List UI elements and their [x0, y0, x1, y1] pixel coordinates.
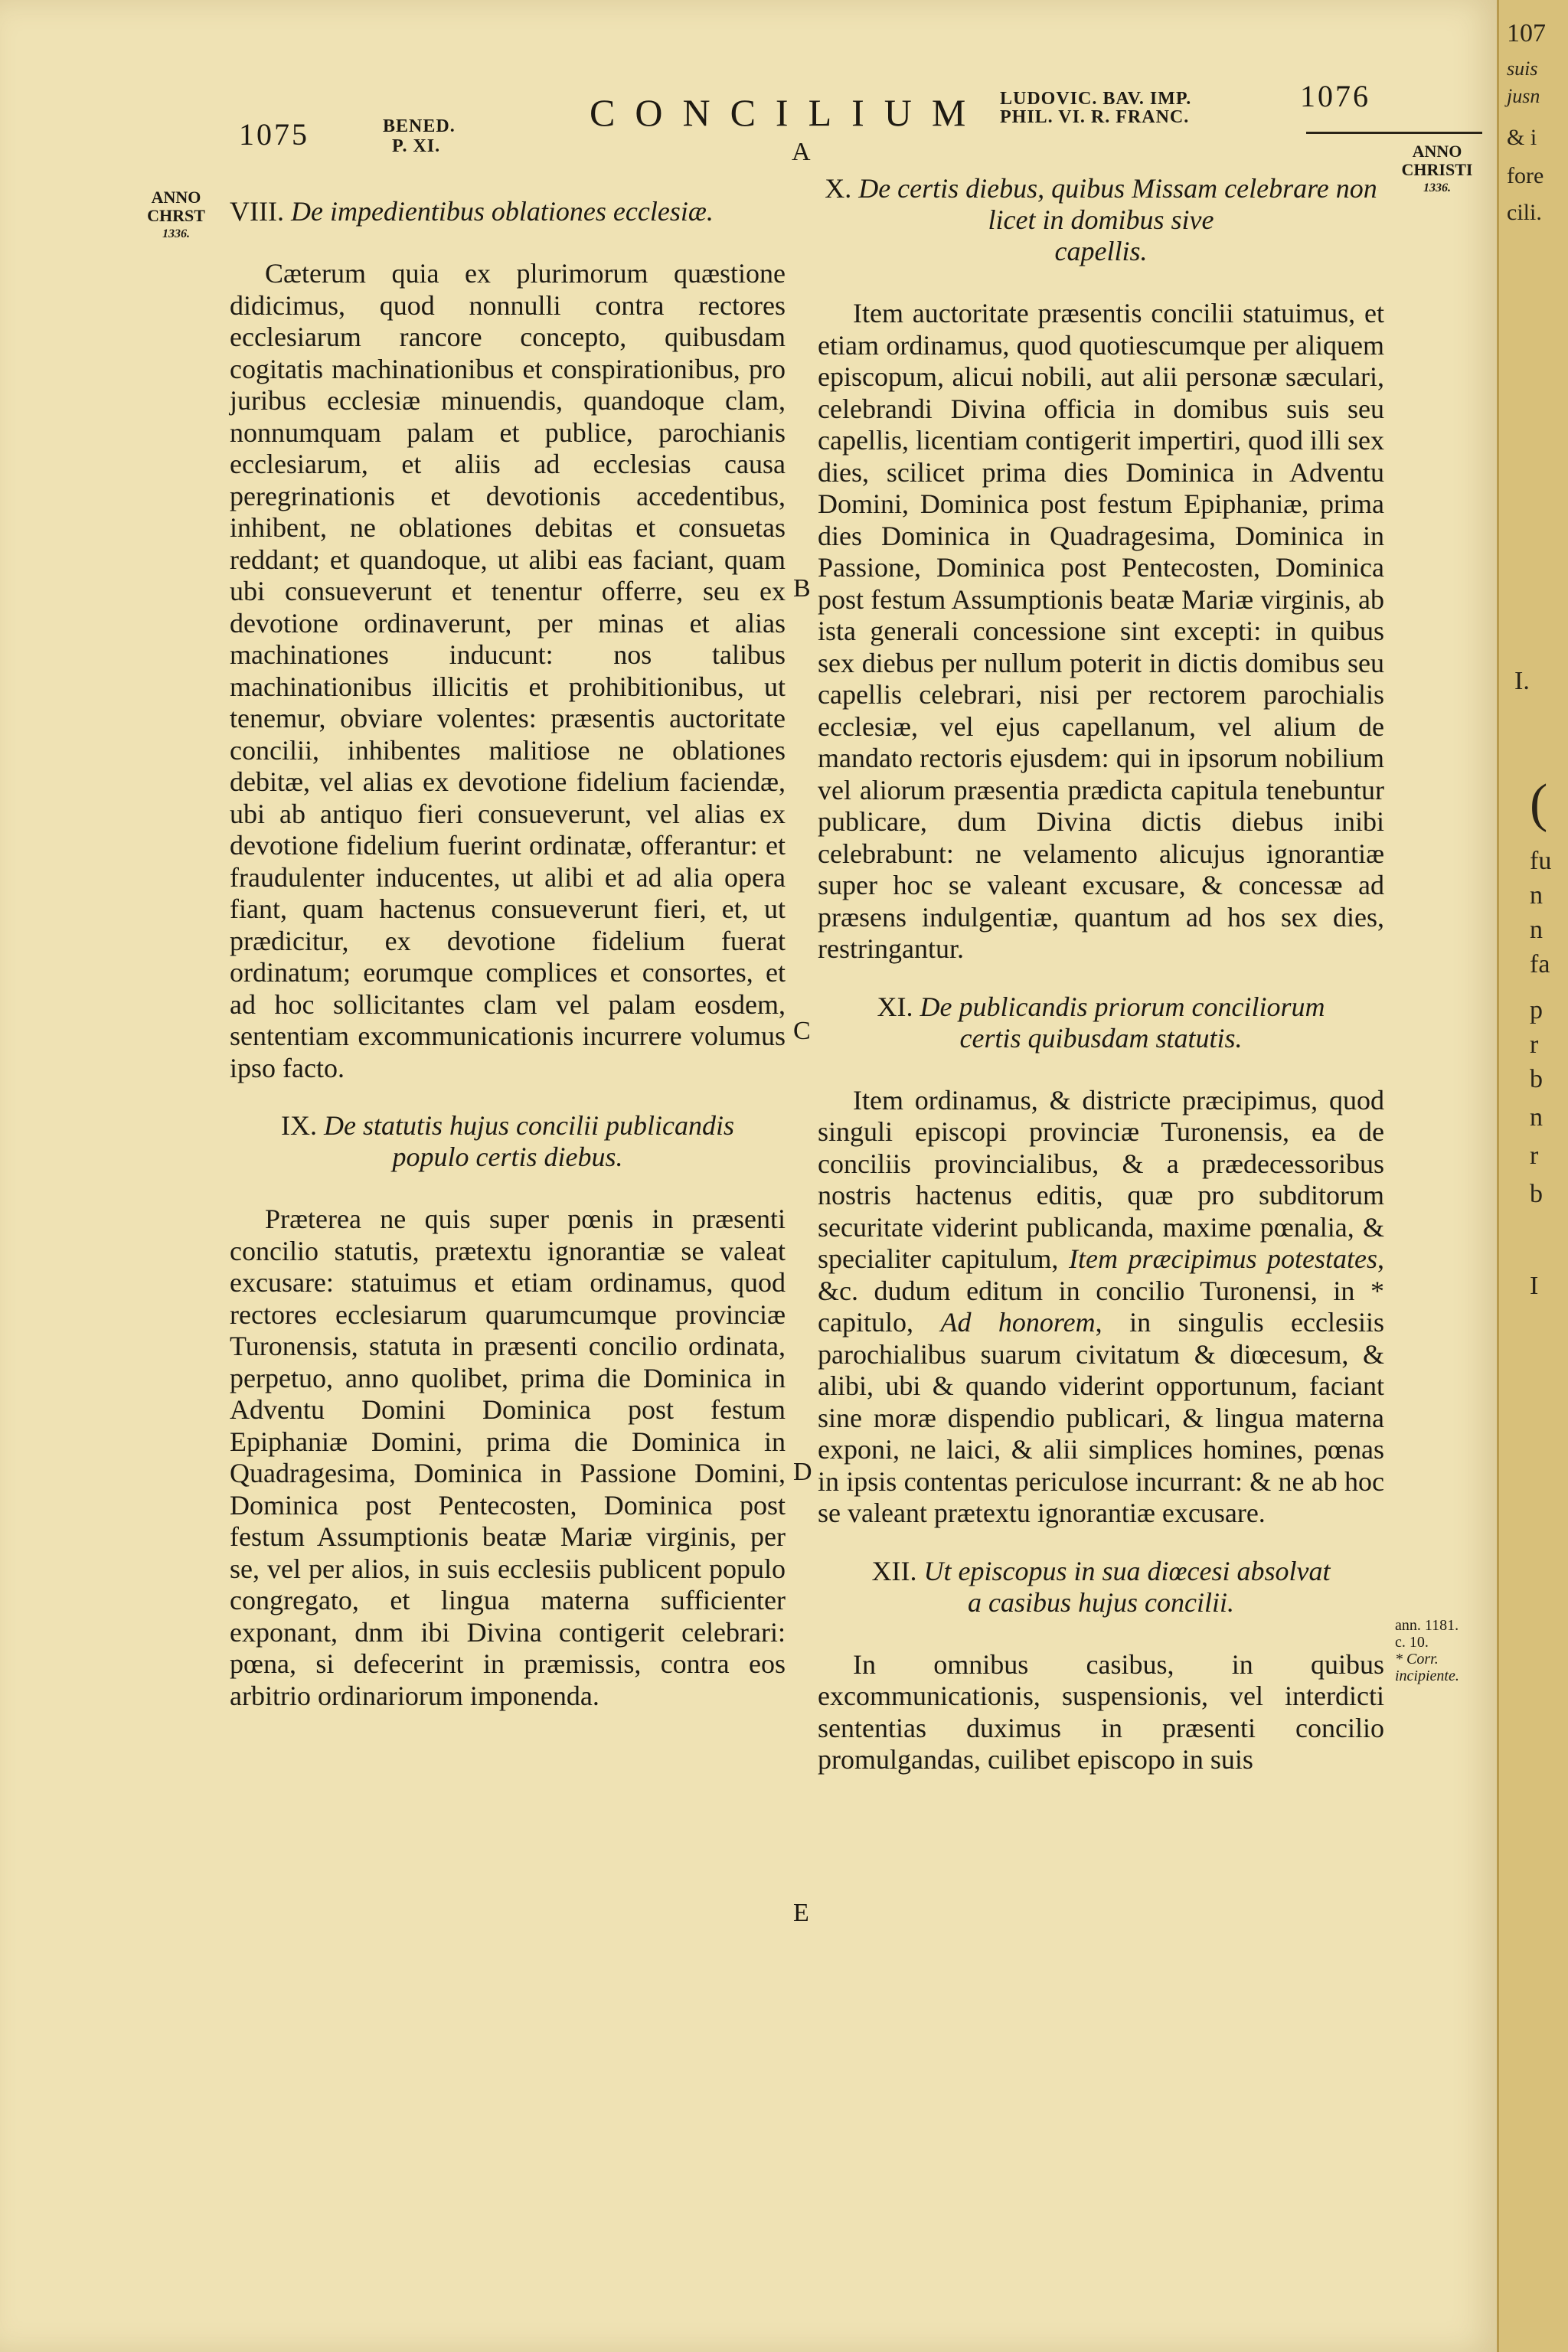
chapter-ix-number: IX. — [281, 1110, 317, 1141]
chapter-xii-title-line-2: a casibus hujus concilii. — [968, 1586, 1234, 1618]
margin-note-chapter: c. 10. — [1395, 1634, 1429, 1651]
chapter-xi-number: XI. — [877, 991, 913, 1022]
anno-right — [1387, 142, 1487, 198]
running-title: CONCILIUM — [590, 91, 986, 134]
right-column — [818, 173, 1384, 1776]
anno-left-label-2: CHRST — [147, 206, 205, 225]
next-page-fragment: n — [1530, 916, 1543, 944]
header-pope: P. XI. — [392, 136, 441, 156]
next-page-fragment: jusn — [1507, 85, 1540, 107]
next-page-fragment: p — [1530, 996, 1543, 1024]
next-page-fragment: suis — [1507, 57, 1538, 80]
header-ludovic: LUDOVIC. BAV. IMP. — [1000, 89, 1192, 109]
next-page-fragment: fu — [1530, 847, 1552, 875]
next-page-edge — [1497, 0, 1568, 2352]
section-letter-d: D — [793, 1458, 812, 1486]
margin-note-year: ann. 1181. — [1395, 1617, 1459, 1634]
chapter-viii-title: De impedientibus oblationes ecclesiæ. — [290, 196, 714, 227]
chapter-x-text: Item auctoritate præsentis concilii statuimus, et etiam ordinamus, quod quotiescumque per aliquem episcopum, alicui nobili, aut alii personæ sæculari, celebrandi Divina officia in domibus suis seu capellis, licentiam contigerit impertiri, quod illi sex dies, scilicet prima dies Dominica in Adventu Domini, Dominica post festum Epiphaniæ, prima dies Dominica in Quadragesima, Dominica in Passione, Dominica post Pentecosten, Dominica post festum Assumptionis beatæ Mariæ virginis, ab ista generali concessione sint excepti: in quibus sex diebus per nullum poterit in dictis domibus seu capellis celebrari, nisi per rectorem parochialis ecclesiæ, vel ejus capellanum, vel alium de mandato rectoris ejusdem: qui in ipsorum nobilium vel aliorum præsentia prædicta capitula tenebuntur publicare, dum Divina dictis diebus inibi celebrabunt: ne velamento alicujus ignorantiæ super hoc se valeant excusare, & concessæ ad præsens indulgentiæ, quantum ad hos sex dies, restringantur. — [818, 298, 1384, 964]
chapter-x-title-line-2: capellis. — [1054, 236, 1148, 266]
chapter-viii-heading — [230, 196, 786, 227]
page-number-right: 1076 — [1300, 79, 1370, 113]
spacer — [230, 1173, 786, 1204]
anno-left-label: ANNO — [151, 188, 201, 207]
chapter-xii-heading — [818, 1556, 1384, 1619]
margin-note-correction: * Corr. incipiente. — [1395, 1651, 1459, 1684]
header-bened: BENED. — [383, 116, 456, 136]
spacer — [230, 1084, 786, 1110]
next-page-fragment: cili. — [1507, 200, 1542, 225]
spacer — [818, 1054, 1384, 1085]
chapter-xii-text: In omnibus casibus, in quibus excommunicationis, suspensionis, vel interdicti sententias duximus in præsenti concilio promulgandas, cuilibet episcopo in suis — [818, 1648, 1384, 1775]
left-column — [230, 196, 786, 1712]
next-page-fragment: & i — [1507, 125, 1537, 150]
next-page-fragment: n — [1530, 881, 1543, 910]
anno-right-label-2: CHRISTI — [1401, 160, 1473, 179]
anno-left-year: 1336. — [162, 227, 190, 240]
section-letter-e: E — [793, 1899, 809, 1927]
anno-right-label: ANNO — [1412, 142, 1462, 161]
chapter-ix-text: Præterea ne quis super pœnis in præsenti concilio statutis, prætextu ignorantiæ se valeat excusare: statuimus et etiam ordinamus, quod rectores ecclesiarum quarumcumque provinciæ Turonensis, statuta in præsenti concilio ordinata, perpetuo, anno quolibet, prima die Dominica in Adventu Domini Dominica post festum Epiphaniæ Domini, prima die Dominica in Quadragesima, Dominica in Passione Domini, Dominica post Pentecosten, Dominica post festum Assumptionis beatæ Mariæ virginis, per se, vel per alios, in suis ecclesiis publicent populo congregato, et lingua materna sufficienter exponant, dnm ibi Divina contigerit celebrari: pœna, si defecerint in præmissis, contra eos arbitrio ordinariorum imponenda. — [230, 1204, 786, 1711]
chapter-ix-title-line-2: populo certis diebus. — [392, 1142, 623, 1172]
next-page-fragment: n — [1530, 1103, 1543, 1132]
header-rule — [1306, 132, 1482, 134]
chapter-xi-text-part-3: , in singulis ecclesiis parochialibus suarum civitatum & diœcesum, & alibi, ubi & quando viderint opportunum, faciant sine moræ dispendio publicari, & lingua materna exponi, ne laici, & alii simplices homines, pœnas in ipsis contentas periculose incurrant: & ne ab hoc se valeant prætextu ignorantiæ excusare. — [818, 1307, 1384, 1528]
spacer — [818, 267, 1384, 298]
chapter-xi-text — [818, 1085, 1384, 1530]
section-letter-c: C — [793, 1017, 811, 1045]
chapter-ix-title-line-1: De statutis hujus concilii publicandis — [324, 1110, 734, 1141]
chapter-xi-heading — [818, 991, 1384, 1054]
next-page-fragment: I — [1530, 1272, 1539, 1300]
spacer — [818, 1619, 1384, 1649]
chapter-xi-text-part-1: Item ordinamus, & districte præcipimus, quod singuli episcopi provinciæ Turonensis, ea de conciliis provincialibus, & a prædecessoribus nostris hactenus editis, quæ pro subditorum securitate viderint publicanda, maxime pœnalia, & specialiter capitulum, — [818, 1084, 1384, 1274]
margin-note — [1395, 1617, 1493, 1684]
chapter-ix-heading — [230, 1110, 786, 1173]
anno-left — [130, 188, 222, 243]
page-number-left: 1075 — [239, 117, 309, 152]
next-page-fragment: fore — [1507, 163, 1544, 188]
chapter-xii-title-line-1: Ut episcopus in sua diœcesi absolvat — [923, 1555, 1331, 1586]
chapter-x-title-line-1: De certis diebus, quibus Missam celebrare non licet in domibus sive — [858, 173, 1377, 235]
next-page-fragment: r — [1530, 1142, 1539, 1170]
chapter-xi-cited-incipit: Ad honorem — [940, 1307, 1096, 1338]
spacer — [818, 1530, 1384, 1556]
chapter-xi-title-line-1: De publicandis priorum conciliorum — [920, 991, 1325, 1022]
chapter-x-number: X. — [825, 173, 852, 204]
next-page-fragment: b — [1530, 1065, 1543, 1093]
chapter-x-heading — [818, 173, 1384, 267]
chapter-xii-number: XII. — [871, 1555, 917, 1586]
chapter-xi-cited-chapter: Item præcipimus potestates — [1068, 1243, 1377, 1274]
next-page-fragment: r — [1530, 1031, 1539, 1059]
next-page-initial: ( — [1530, 774, 1548, 833]
chapter-xi-text-part-2: , &c. dudum editum in concilio Turonensi, in * capitulo, — [818, 1243, 1384, 1338]
section-letter-b: B — [793, 574, 811, 603]
next-page-number: 107 — [1507, 19, 1546, 47]
spacer — [818, 965, 1384, 991]
anno-right-year: 1336. — [1423, 181, 1451, 194]
header-phil: PHIL. VI. R. FRANC. — [1000, 107, 1190, 127]
next-page-fragment: I. — [1514, 667, 1530, 695]
spacer — [230, 227, 786, 258]
chapter-viii-text: Cæterum quia ex plurimorum quæstione didicimus, quod nonnulli contra rectores ecclesiarum rancore concepto, quibusdam cogitatis machinationibus et conspirationibus, pro juribus ecclesiæ minuendis, quandoque clam, nonnumquam palam et publice, parochianis ecclesiarum, et aliis ad ecclesias causa peregrinationis et devotionis accedentibus, inhibent, ne oblationes debitas et consuetas reddant; et quandoque, ut alibi eas faciant, quam ubi consueverunt et tenentur offerre, seu ex devotione ordinaverunt, per minas et alias machinationes inducunt: nos talibus machinationibus illicitis et prohibitionibus, ut tenemur, obviare volentes: præsentis auctoritate concilii, inhibentes malitiose ne oblationes debitæ, vel alias ex devotione fidelium faciendæ, ubi ab antiquo fieri consueverunt, vel alias ex devotione fidelium fuerint ordinatæ, offerantur: et fraudulenter inducentes, ut alibi et ad alia opera fiant, quam hactenus consueverunt fieri, et, ut prædicitur, ex devotione fidelium fuerat ordinatum; eorumque complices et consortes, et ad hoc sollicitantes clam vel palam eosdem, sententiam excommunicationis incurrere volumus ipso facto. — [230, 258, 786, 1083]
chapter-viii-number: VIII. — [230, 196, 284, 227]
section-letter-a: A — [792, 138, 811, 166]
chapter-xi-title-line-2: certis quibusdam statutis. — [959, 1022, 1243, 1054]
next-page-fragment: b — [1530, 1180, 1543, 1208]
next-page-fragment: fa — [1530, 950, 1550, 978]
